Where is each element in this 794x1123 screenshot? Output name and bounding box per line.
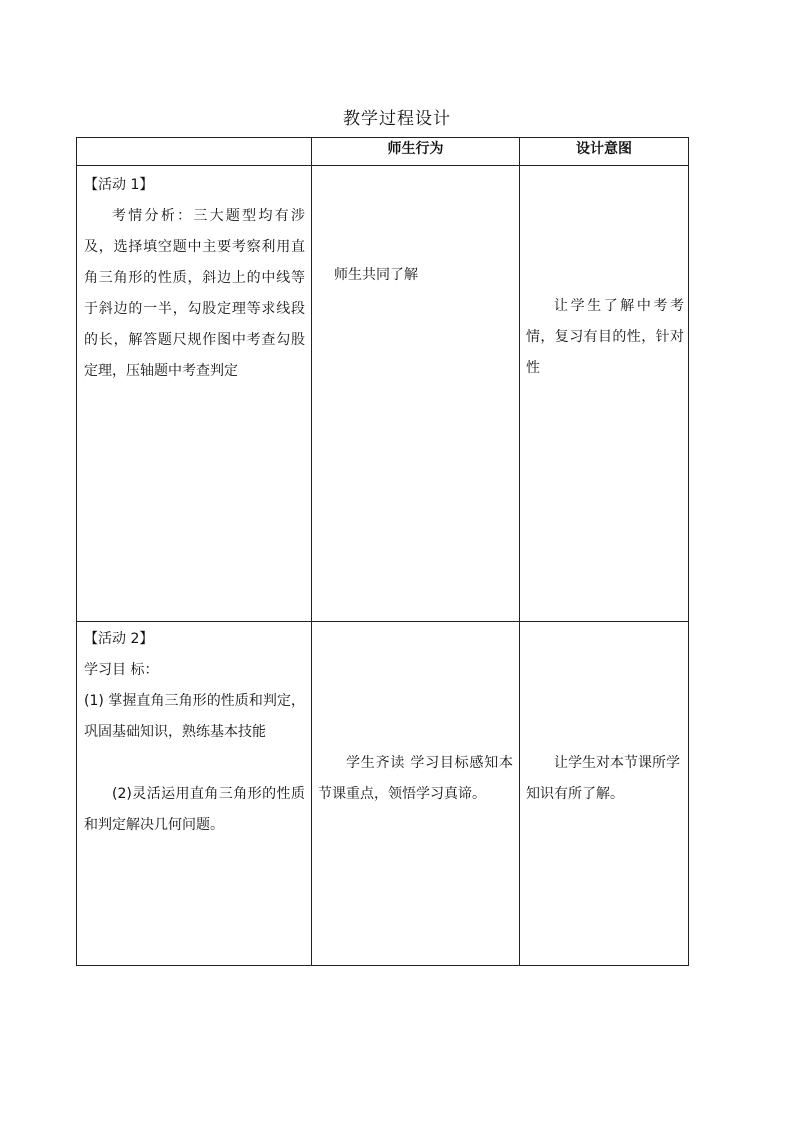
activity-1-teacher-student: 师生共同了解 [334,267,418,283]
table-row-activity-2 [77,622,689,966]
header-design-intent: 设计意图 [520,138,689,166]
activity-1-teacher-student-cell [312,166,520,622]
activity-2-goal-1: (1) 掌握直角三角形的性质和判定，巩固基础知识，熟练基本技能 [84,693,305,740]
activity-2-goal-2: (2)灵活运用直角三角形的性质和判定解决几何问题。 [84,786,305,833]
activity-1-content: 考情分析：三大题型均有涉及，选择填空题中主要考察利用直角三角形的性质，斜边上的中线等于斜边的一半，勾股定理等求线段的长，解答题尺规作图中考查勾股定理，压轴题中考查判定 [84,208,305,379]
header-content [77,138,312,166]
header-teacher-student: 师生行为 [312,138,520,166]
table-header-row [77,138,689,166]
activity-2-teacher-student: 学生齐读 学习目标感知本节课重点，领悟学习真谛。 [318,755,513,802]
activity-1-label: 【活动 1】 [84,177,154,193]
activity-2-goal-title: 学习目 标： [84,662,159,678]
activity-1-intent: 让学生了解中考考情，复习有目的性，针对性 [526,298,684,376]
table-row-activity-1 [77,166,689,622]
activity-1-intent-cell [520,166,689,622]
teaching-process-table [76,137,689,966]
activity-2-intent: 让学生对本节课所学知识有所了解。 [526,755,680,802]
activity-2-content-cell [77,622,312,966]
activity-2-label: 【活动 2】 [84,631,154,647]
activity-2-intent-cell [520,622,689,966]
activity-2-teacher-student-cell [312,622,520,966]
page-title: 教学过程设计 [343,109,451,129]
activity-1-content-cell [77,166,312,622]
